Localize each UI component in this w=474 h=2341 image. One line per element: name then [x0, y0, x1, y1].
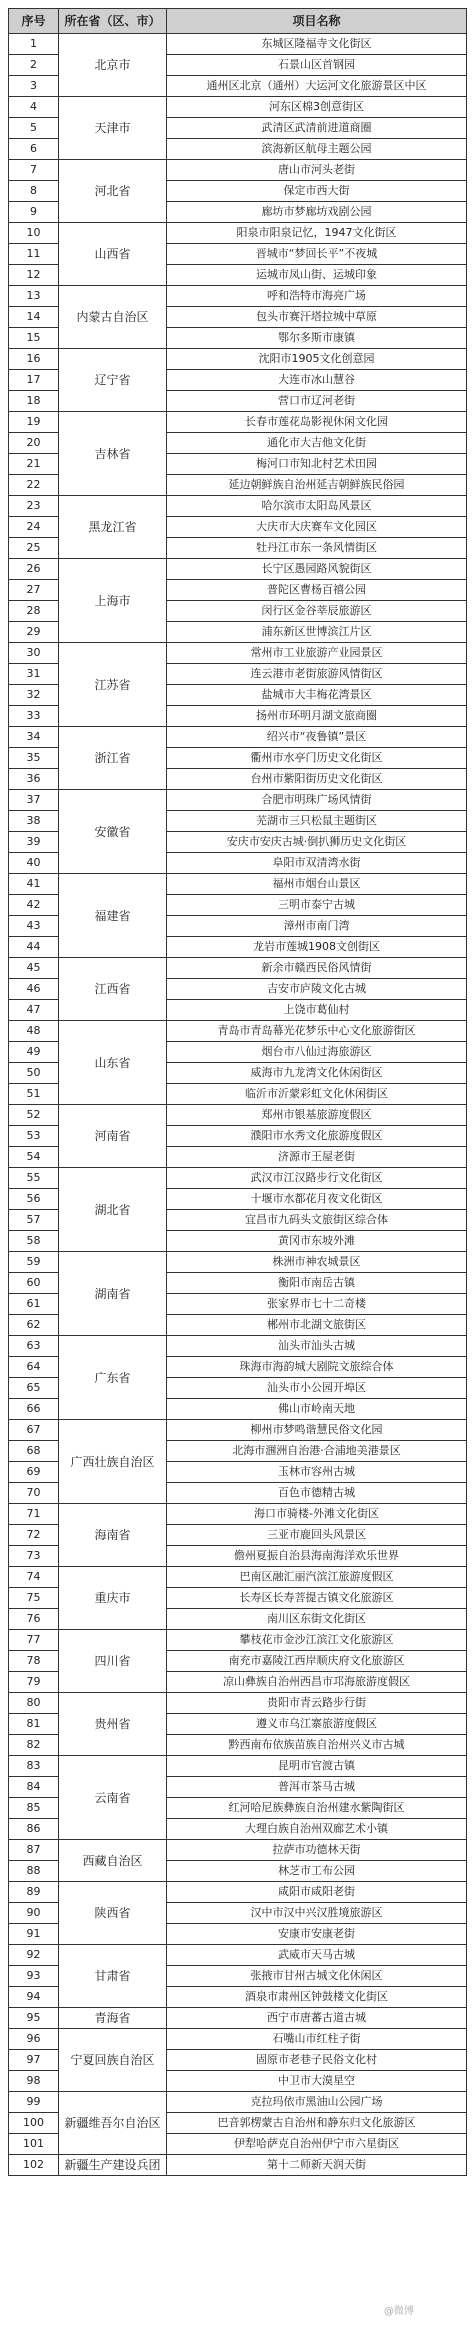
- row-number: 50: [9, 1063, 59, 1084]
- project-name: 晋城市“梦回长平”不夜城: [167, 244, 467, 265]
- table-row: [9, 160, 467, 181]
- province-cell: 湖南省: [59, 1252, 167, 1336]
- table-body: [9, 34, 467, 2176]
- province-cell: 北京市: [59, 34, 167, 97]
- project-name: 黔西南布依族苗族自治州兴义市古城: [167, 1735, 467, 1756]
- row-number: 30: [9, 643, 59, 664]
- row-number: 3: [9, 76, 59, 97]
- row-number: 86: [9, 1819, 59, 1840]
- province-cell: 四川省: [59, 1630, 167, 1693]
- project-name: 唐山市河头老街: [167, 160, 467, 181]
- row-number: 92: [9, 1945, 59, 1966]
- row-number: 36: [9, 769, 59, 790]
- row-number: 71: [9, 1504, 59, 1525]
- province-cell: 山东省: [59, 1021, 167, 1105]
- row-number: 41: [9, 874, 59, 895]
- row-number: 78: [9, 1651, 59, 1672]
- row-number: 23: [9, 496, 59, 517]
- row-number: 70: [9, 1483, 59, 1504]
- row-number: 88: [9, 1861, 59, 1882]
- project-name: 大庆市大庆赛车文化园区: [167, 517, 467, 538]
- project-name: 三明市泰宁古城: [167, 895, 467, 916]
- row-number: 64: [9, 1357, 59, 1378]
- row-number: 34: [9, 727, 59, 748]
- project-name: 固原市老巷子民俗文化村: [167, 2050, 467, 2071]
- row-number: 48: [9, 1021, 59, 1042]
- project-name: 张掖市甘州古城文化休闲区: [167, 1966, 467, 1987]
- table-row: [9, 958, 467, 979]
- row-number: 65: [9, 1378, 59, 1399]
- row-number: 45: [9, 958, 59, 979]
- project-name: 芜湖市三只松鼠主题街区: [167, 811, 467, 832]
- project-name: 十堰市水都花月夜文化街区: [167, 1189, 467, 1210]
- project-name: 大理白族自治州双廊艺术小镇: [167, 1819, 467, 1840]
- table-header-row: [9, 9, 467, 34]
- project-name: 株洲市神农城景区: [167, 1252, 467, 1273]
- project-name: 儋州夏振自治县海南海洋欢乐世界: [167, 1546, 467, 1567]
- project-name: 柳州市梦鸣谐慧民俗文化园: [167, 1420, 467, 1441]
- row-number: 89: [9, 1882, 59, 1903]
- province-cell: 广东省: [59, 1336, 167, 1420]
- row-number: 98: [9, 2071, 59, 2092]
- row-number: 7: [9, 160, 59, 181]
- row-number: 76: [9, 1609, 59, 1630]
- row-number: 79: [9, 1672, 59, 1693]
- project-name: 咸阳市咸阳老街: [167, 1882, 467, 1903]
- row-number: 43: [9, 916, 59, 937]
- row-number: 35: [9, 748, 59, 769]
- row-number: 26: [9, 559, 59, 580]
- project-name: 漳州市南门湾: [167, 916, 467, 937]
- header-project: 项目名称: [167, 9, 467, 34]
- province-cell: 陕西省: [59, 1882, 167, 1945]
- project-list-sheet: [8, 8, 466, 2176]
- project-name: 阳泉市阳泉记忆，1947文化街区: [167, 223, 467, 244]
- project-name: 营口市辽河老街: [167, 391, 467, 412]
- project-name: 石嘴山市红柱子街: [167, 2029, 467, 2050]
- table-row: [9, 1504, 467, 1525]
- project-name: 长春市莲花岛影视休闲文化园: [167, 412, 467, 433]
- project-name: 汕头市小公园开埠区: [167, 1378, 467, 1399]
- row-number: 95: [9, 2008, 59, 2029]
- table-row: [9, 1252, 467, 1273]
- table-row: [9, 727, 467, 748]
- project-name: 石景山区首钢园: [167, 55, 467, 76]
- row-number: 77: [9, 1630, 59, 1651]
- project-name: 红河哈尼族彝族自治州建水紫陶街区: [167, 1798, 467, 1819]
- row-number: 54: [9, 1147, 59, 1168]
- table-row: [9, 643, 467, 664]
- table-row: [9, 2008, 467, 2029]
- province-cell: 江西省: [59, 958, 167, 1021]
- project-name: 绍兴市“夜鲁镇”景区: [167, 727, 467, 748]
- row-number: 68: [9, 1441, 59, 1462]
- province-cell: 浙江省: [59, 727, 167, 790]
- project-name: 汉中市汉中兴汉胜境旅游区: [167, 1903, 467, 1924]
- table-row: [9, 34, 467, 55]
- header-province: 所在省（区、市）: [59, 9, 167, 34]
- province-cell: 广西壮族自治区: [59, 1420, 167, 1504]
- project-name: 中卫市大漠星空: [167, 2071, 467, 2092]
- project-name: 伊犁哈萨克自治州伊宁市六星街区: [167, 2134, 467, 2155]
- province-cell: 重庆市: [59, 1567, 167, 1630]
- row-number: 75: [9, 1588, 59, 1609]
- weibo-watermark: @微博: [384, 2306, 414, 2317]
- table-row: [9, 97, 467, 118]
- province-cell: 湖北省: [59, 1168, 167, 1252]
- row-number: 60: [9, 1273, 59, 1294]
- row-number: 83: [9, 1756, 59, 1777]
- project-name: 汕头市汕头古城: [167, 1336, 467, 1357]
- row-number: 13: [9, 286, 59, 307]
- row-number: 33: [9, 706, 59, 727]
- province-cell: 青海省: [59, 2008, 167, 2029]
- project-name: 连云港市老街旅游风情街区: [167, 664, 467, 685]
- row-number: 59: [9, 1252, 59, 1273]
- project-name: 保定市西大街: [167, 181, 467, 202]
- province-cell: 安徽省: [59, 790, 167, 874]
- project-name: 玉林市容州古城: [167, 1462, 467, 1483]
- row-number: 17: [9, 370, 59, 391]
- project-name: 合肥市明珠广场风情街: [167, 790, 467, 811]
- project-name: 临沂市沂蒙彩虹文化休闲街区: [167, 1084, 467, 1105]
- row-number: 14: [9, 307, 59, 328]
- project-name: 林芝市工布公园: [167, 1861, 467, 1882]
- project-name: 佛山市岭南天地: [167, 1399, 467, 1420]
- project-name: 烟台市八仙过海旅游区: [167, 1042, 467, 1063]
- table-row: [9, 1630, 467, 1651]
- project-name: 通州区北京（通州）大运河文化旅游景区中区: [167, 76, 467, 97]
- province-cell: 海南省: [59, 1504, 167, 1567]
- row-number: 12: [9, 265, 59, 286]
- project-name: 酒泉市肃州区钟鼓楼文化街区: [167, 1987, 467, 2008]
- header-no: 序号: [9, 9, 59, 34]
- project-name: 宜昌市九码头文旅街区综合体: [167, 1210, 467, 1231]
- row-number: 19: [9, 412, 59, 433]
- project-name: 海口市骑楼-外滩文化街区: [167, 1504, 467, 1525]
- project-name: 西宁市唐蕃古道古城: [167, 2008, 467, 2029]
- province-cell: 天津市: [59, 97, 167, 160]
- row-number: 93: [9, 1966, 59, 1987]
- table-row: [9, 2092, 467, 2113]
- project-name: 拉萨市功德林天街: [167, 1840, 467, 1861]
- table-row: [9, 1945, 467, 1966]
- project-name: 常州市工业旅游产业园景区: [167, 643, 467, 664]
- project-name: 郴州市北湖文旅街区: [167, 1315, 467, 1336]
- project-name: 长寿区长寿菩提古镇文化旅游区: [167, 1588, 467, 1609]
- row-number: 10: [9, 223, 59, 244]
- row-number: 101: [9, 2134, 59, 2155]
- row-number: 52: [9, 1105, 59, 1126]
- row-number: 47: [9, 1000, 59, 1021]
- row-number: 58: [9, 1231, 59, 1252]
- row-number: 40: [9, 853, 59, 874]
- project-name: 上饶市葛仙村: [167, 1000, 467, 1021]
- project-name: 昆明市官渡古镇: [167, 1756, 467, 1777]
- project-name: 凉山彝族自治州西昌市邛海旅游度假区: [167, 1672, 467, 1693]
- row-number: 102: [9, 2155, 59, 2176]
- row-number: 66: [9, 1399, 59, 1420]
- province-cell: 上海市: [59, 559, 167, 643]
- row-number: 27: [9, 580, 59, 601]
- project-name: 延边朝鲜族自治州延吉朝鲜族民俗园: [167, 475, 467, 496]
- table-row: [9, 1105, 467, 1126]
- table-row: [9, 412, 467, 433]
- row-number: 96: [9, 2029, 59, 2050]
- province-cell: 内蒙古自治区: [59, 286, 167, 349]
- project-name: 济源市王屋老街: [167, 1147, 467, 1168]
- project-name: 遵义市乌江寨旅游度假区: [167, 1714, 467, 1735]
- row-number: 18: [9, 391, 59, 412]
- project-name: 克拉玛依市黑油山公园广场: [167, 2092, 467, 2113]
- row-number: 46: [9, 979, 59, 1000]
- project-name: 沈阳市1905文化创意园: [167, 349, 467, 370]
- row-number: 38: [9, 811, 59, 832]
- province-cell: 辽宁省: [59, 349, 167, 412]
- project-name: 运城市凤山街、运城印象: [167, 265, 467, 286]
- project-table: [8, 8, 467, 2176]
- row-number: 90: [9, 1903, 59, 1924]
- project-name: 贵阳市青云路步行街: [167, 1693, 467, 1714]
- project-name: 衡阳市南岳古镇: [167, 1273, 467, 1294]
- row-number: 82: [9, 1735, 59, 1756]
- project-name: 百色市德精古城: [167, 1483, 467, 1504]
- row-number: 22: [9, 475, 59, 496]
- project-name: 鄂尔多斯市康镇: [167, 328, 467, 349]
- project-name: 巴南区融汇丽汽滨江旅游度假区: [167, 1567, 467, 1588]
- row-number: 5: [9, 118, 59, 139]
- project-name: 扬州市环明月湖文旅商圈: [167, 706, 467, 727]
- project-name: 濮阳市水秀文化旅游度假区: [167, 1126, 467, 1147]
- row-number: 37: [9, 790, 59, 811]
- project-name: 哈尔滨市太阳岛风景区: [167, 496, 467, 517]
- row-number: 53: [9, 1126, 59, 1147]
- row-number: 94: [9, 1987, 59, 2008]
- project-name: 普洱市茶马古城: [167, 1777, 467, 1798]
- row-number: 84: [9, 1777, 59, 1798]
- row-number: 80: [9, 1693, 59, 1714]
- project-name: 呼和浩特市海亮广场: [167, 286, 467, 307]
- project-name: 南川区东街文化街区: [167, 1609, 467, 1630]
- row-number: 63: [9, 1336, 59, 1357]
- row-number: 24: [9, 517, 59, 538]
- project-name: 阜阳市双清湾水街: [167, 853, 467, 874]
- row-number: 8: [9, 181, 59, 202]
- province-cell: 云南省: [59, 1756, 167, 1840]
- row-number: 56: [9, 1189, 59, 1210]
- row-number: 11: [9, 244, 59, 265]
- project-name: 通化市大吉他文化街: [167, 433, 467, 454]
- row-number: 44: [9, 937, 59, 958]
- project-name: 青岛市青岛幕光花梦乐中心文化旅游街区: [167, 1021, 467, 1042]
- table-row: [9, 286, 467, 307]
- table-row: [9, 1420, 467, 1441]
- row-number: 91: [9, 1924, 59, 1945]
- row-number: 29: [9, 622, 59, 643]
- row-number: 61: [9, 1294, 59, 1315]
- project-name: 黄冈市东坡外滩: [167, 1231, 467, 1252]
- row-number: 6: [9, 139, 59, 160]
- table-row: [9, 1021, 467, 1042]
- row-number: 20: [9, 433, 59, 454]
- row-number: 69: [9, 1462, 59, 1483]
- table-row: [9, 1882, 467, 1903]
- project-name: 盐城市大丰梅花湾景区: [167, 685, 467, 706]
- project-name: 威海市九龙湾文化休闲街区: [167, 1063, 467, 1084]
- project-name: 东城区隆福寺文化街区: [167, 34, 467, 55]
- project-name: 安庆市安庆古城·倒扒狮历史文化街区: [167, 832, 467, 853]
- row-number: 25: [9, 538, 59, 559]
- project-name: 滨海新区航母主题公园: [167, 139, 467, 160]
- row-number: 28: [9, 601, 59, 622]
- project-name: 福州市烟台山景区: [167, 874, 467, 895]
- row-number: 62: [9, 1315, 59, 1336]
- project-name: 北海市涠洲自治港·合浦地美港景区: [167, 1441, 467, 1462]
- province-cell: 西藏自治区: [59, 1840, 167, 1882]
- province-cell: 黑龙江省: [59, 496, 167, 559]
- table-row: [9, 2155, 467, 2176]
- table-row: [9, 874, 467, 895]
- table-row: [9, 349, 467, 370]
- province-cell: 河南省: [59, 1105, 167, 1168]
- project-name: 衢州市水亭门历史文化街区: [167, 748, 467, 769]
- project-name: 武清区武清前进道商圈: [167, 118, 467, 139]
- table-row: [9, 496, 467, 517]
- project-name: 三亚市鹿回头风景区: [167, 1525, 467, 1546]
- table-row: [9, 1840, 467, 1861]
- row-number: 42: [9, 895, 59, 916]
- project-name: 河东区棉3创意街区: [167, 97, 467, 118]
- project-name: 台州市紫阳街历史文化街区: [167, 769, 467, 790]
- province-cell: 宁夏回族自治区: [59, 2029, 167, 2092]
- project-name: 牡丹江市东一条风情街区: [167, 538, 467, 559]
- province-cell: 甘肃省: [59, 1945, 167, 2008]
- project-name: 包头市赛汗塔拉城中草原: [167, 307, 467, 328]
- project-name: 长宁区愚园路风貌街区: [167, 559, 467, 580]
- project-name: 攀枝花市金沙江滨江文化旅游区: [167, 1630, 467, 1651]
- project-name: 廊坊市梦廊坊戏剧公园: [167, 202, 467, 223]
- row-number: 100: [9, 2113, 59, 2134]
- table-row: [9, 1756, 467, 1777]
- row-number: 1: [9, 34, 59, 55]
- table-row: [9, 1567, 467, 1588]
- row-number: 16: [9, 349, 59, 370]
- project-name: 浦东新区世博滨江片区: [167, 622, 467, 643]
- province-cell: 河北省: [59, 160, 167, 223]
- project-name: 珠海市海韵城大剧院文旅综合体: [167, 1357, 467, 1378]
- table-row: [9, 1693, 467, 1714]
- row-number: 39: [9, 832, 59, 853]
- row-number: 99: [9, 2092, 59, 2113]
- province-cell: 贵州省: [59, 1693, 167, 1756]
- project-name: 张家界市七十二奇楼: [167, 1294, 467, 1315]
- project-name: 普陀区曹杨百禧公园: [167, 580, 467, 601]
- province-cell: 吉林省: [59, 412, 167, 496]
- project-name: 龙岩市莲城1908文创街区: [167, 937, 467, 958]
- row-number: 32: [9, 685, 59, 706]
- project-name: 武威市天马古城: [167, 1945, 467, 1966]
- province-cell: 新疆生产建设兵团: [59, 2155, 167, 2176]
- row-number: 72: [9, 1525, 59, 1546]
- table-row: [9, 1168, 467, 1189]
- row-number: 2: [9, 55, 59, 76]
- row-number: 21: [9, 454, 59, 475]
- row-number: 49: [9, 1042, 59, 1063]
- row-number: 73: [9, 1546, 59, 1567]
- row-number: 87: [9, 1840, 59, 1861]
- project-name: 大连市冰山慧谷: [167, 370, 467, 391]
- table-row: [9, 559, 467, 580]
- province-cell: 福建省: [59, 874, 167, 958]
- project-name: 武汉市江汉路步行文化街区: [167, 1168, 467, 1189]
- project-name: 巴音郭楞蒙古自治州和静东归文化旅游区: [167, 2113, 467, 2134]
- project-name: 闵行区金谷莘辰旅游区: [167, 601, 467, 622]
- row-number: 97: [9, 2050, 59, 2071]
- project-name: 安康市安康老街: [167, 1924, 467, 1945]
- row-number: 55: [9, 1168, 59, 1189]
- province-cell: 江苏省: [59, 643, 167, 727]
- row-number: 15: [9, 328, 59, 349]
- row-number: 67: [9, 1420, 59, 1441]
- row-number: 4: [9, 97, 59, 118]
- row-number: 57: [9, 1210, 59, 1231]
- project-name: 南充市嘉陵江西岸顺庆府文化旅游区: [167, 1651, 467, 1672]
- row-number: 31: [9, 664, 59, 685]
- project-name: 梅河口市知北村艺术田园: [167, 454, 467, 475]
- row-number: 85: [9, 1798, 59, 1819]
- row-number: 9: [9, 202, 59, 223]
- table-row: [9, 223, 467, 244]
- row-number: 74: [9, 1567, 59, 1588]
- province-cell: 新疆维吾尔自治区: [59, 2092, 167, 2155]
- project-name: 郑州市银基旅游度假区: [167, 1105, 467, 1126]
- project-name: 第十二师新天润天街: [167, 2155, 467, 2176]
- province-cell: 山西省: [59, 223, 167, 286]
- project-name: 吉安市庐陵文化古城: [167, 979, 467, 1000]
- project-name: 新余市赣西民俗风情街: [167, 958, 467, 979]
- row-number: 51: [9, 1084, 59, 1105]
- table-row: [9, 1336, 467, 1357]
- row-number: 81: [9, 1714, 59, 1735]
- table-row: [9, 2029, 467, 2050]
- table-row: [9, 790, 467, 811]
